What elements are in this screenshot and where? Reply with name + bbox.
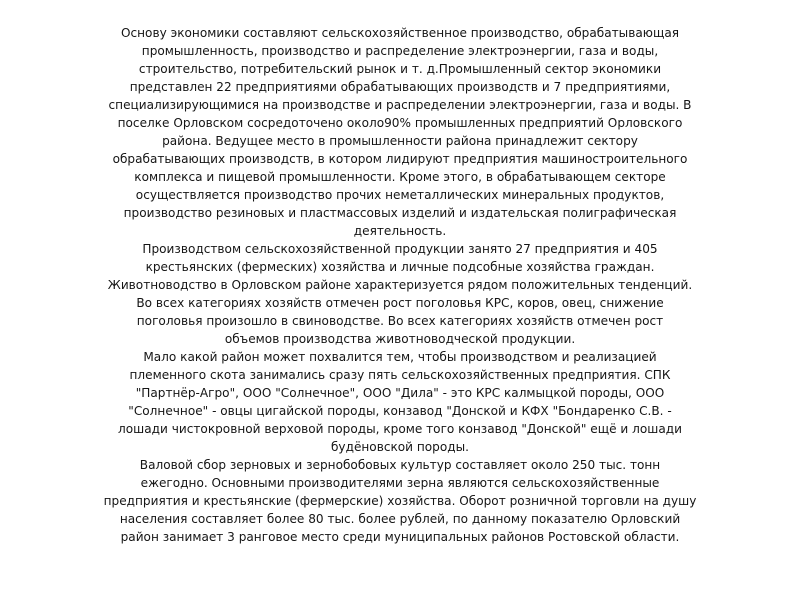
paragraph-livestock-breeding: [0, 348, 800, 456]
text-line: ежегодно. Основными производителями зерна являются сельскохозяйственные: [140, 476, 660, 490]
text-line: объемов производства животноводческой продукции.: [224, 332, 576, 346]
text-line: район занимает 3 ранговое место среди муниципальных районов Ростовской области.: [120, 530, 680, 544]
text-line: комплекса и пищевой промышленности. Кроме этого, в обрабатывающем секторе: [134, 170, 666, 184]
text-line: деятельность.: [353, 224, 447, 238]
text-line: Основу экономики составляют сельскохозяйственное производство, обрабатывающая: [120, 26, 680, 40]
text-line: поселке Орловском сосредоточено около90% промышленных предприятий Орловского: [117, 116, 683, 130]
text-line: района. Ведущее место в промышленности района принадлежит сектору: [162, 134, 638, 148]
text-line: "Партнёр-Агро", ООО "Солнечное", ООО "Дила" - это КРС калмыцкой породы, ООО: [135, 386, 665, 400]
paragraph-economy-structure: [0, 24, 800, 240]
text-line: обрабатывающих производств, в котором лидируют предприятия машиностроительного: [112, 152, 688, 166]
text-line: специализирующимися на производстве и распределении электроэнергии, газа и воды. В: [108, 98, 692, 112]
text-line: представлен 22 предприятиями обрабатывающих производств и 7 предприятиями,: [129, 80, 671, 94]
text-line: промышленность, производство и распределение электроэнергии, газа и воды,: [141, 44, 659, 58]
text-line: Во всех категориях хозяйств отмечен рост поголовья КРС, коров, овец, снижение: [136, 296, 664, 310]
paragraph-grain-and-trade: [0, 456, 800, 546]
text-line: крестьянских (фермеских) хозяйства и личные подсобные хозяйства граждан.: [145, 260, 655, 274]
text-line: племенного скота занимались сразу пять сельскохозяйственных предприятия. СПК: [129, 368, 671, 382]
text-line: предприятия и крестьянские (фермерские) хозяйства. Оборот розничной торговли на душу: [103, 494, 697, 508]
text-line: населения составляет более 80 тыс. более рублей, по данному показателю Орловский: [119, 512, 681, 526]
text-line: производство резиновых и пластмассовых изделий и издательская полиграфическая: [123, 206, 677, 220]
text-line: осуществляется производство прочих неметаллических минеральных продуктов,: [135, 188, 665, 202]
text-block: [0, 24, 800, 546]
text-line: лошади чистокровной верховой породы, кроме того конзавод "Донской" ещё и лошади: [118, 422, 682, 436]
text-line: поголовья произошло в свиноводстве. Во всех категориях хозяйств отмечен рост: [136, 314, 664, 328]
text-line: Животноводство в Орловском районе характеризуется рядом положительных тенденций.: [107, 278, 693, 292]
text-line: "Солнечное" - овцы цигайской породы, конзавод "Донской и КФХ "Бондаренко С.В. -: [128, 404, 672, 418]
paragraph-agriculture: [0, 240, 800, 348]
text-line: будёновской породы.: [330, 440, 470, 454]
text-line: Мало какой район может похвалится тем, чтобы производством и реализацией: [143, 350, 657, 364]
text-line: Производством сельскохозяйственной продукции занято 27 предприятия и 405: [142, 242, 658, 256]
text-line: Валовой сбор зерновых и зернобобовых культур составляет около 250 тыс. тонн: [139, 458, 661, 472]
slide-page: [0, 24, 800, 600]
text-line: строительство, потребительский рынок и т. д.Промышленный сектор экономики: [138, 62, 662, 76]
